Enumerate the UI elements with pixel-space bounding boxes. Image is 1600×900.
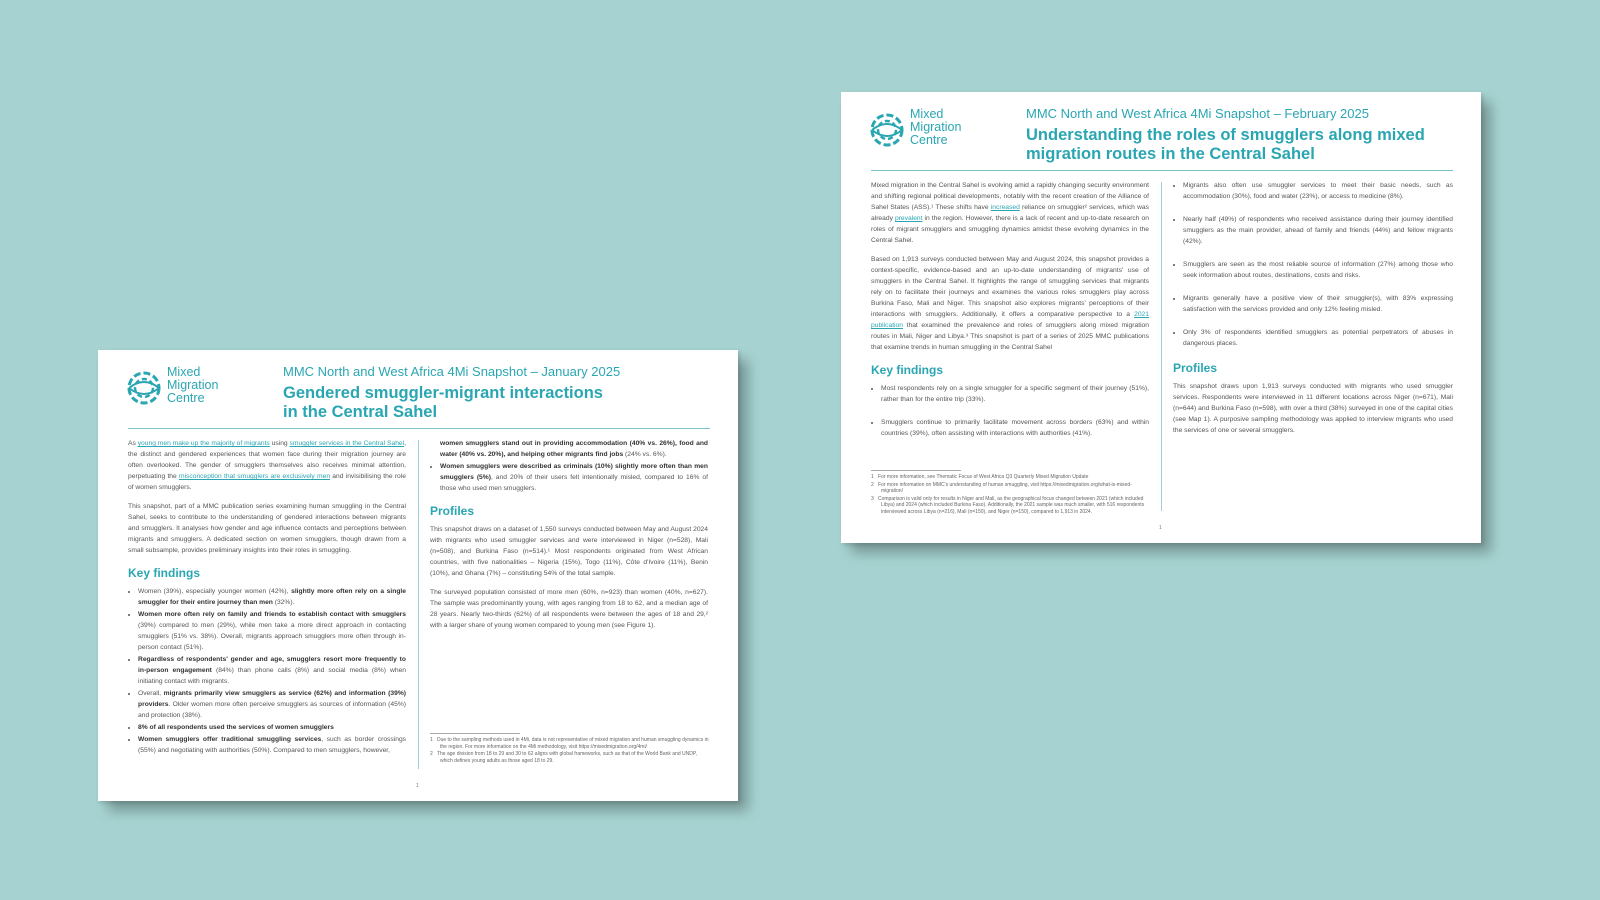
link-misconception[interactable]: misconception that smugglers are exclusively men	[179, 473, 331, 480]
header-rule	[871, 170, 1453, 171]
text-run: (32%).	[272, 599, 295, 606]
text-run: Women (39%), especially younger women (42%),	[138, 588, 292, 595]
list-item: • Only 3% of respondents identified smugglers as potential perpetrators of abuses in dangerous places.	[1183, 327, 1453, 349]
link-prevalent[interactable]: prevalent	[894, 215, 923, 222]
intro-paragraph-2	[871, 254, 1149, 353]
key-findings-list	[871, 383, 1149, 439]
profiles-paragraph-1: This snapshot draws on a dataset of 1,550 surveys conducted between May and August 2024 with migrants who used smuggler services and were interviewed in Niger (n=528), Mali (n=508), and Burkina Faso (n=514).¹ Most respondents originated from West African countries, with five nationalities – Nigeria (15%), Togo (11%), Côte d'Ivoire (11%), Benin (10%), and Ghana (7%) – constituting 54% of the total sample.	[430, 526, 708, 577]
profiles-heading: Profiles	[1173, 361, 1218, 375]
key-findings-list-2	[430, 461, 708, 494]
intro-paragraph-1	[128, 438, 406, 493]
key-findings-list	[128, 586, 406, 756]
footnote-number: 1	[871, 474, 874, 480]
column-divider	[418, 440, 419, 769]
footnote	[871, 474, 1149, 481]
list-item-continued	[440, 438, 708, 460]
list-item: • Most respondents rely on a single smuggler for a specific segment of their journey (51%), rather than for the entire trip (33%).	[881, 383, 1149, 405]
logo-line2: Migration	[167, 378, 219, 392]
list-item	[138, 609, 406, 653]
text-run: (39%) compared to men (29%), while men take a more direct approach in contacting smugglers (51% vs. 38%). Overall, migrants approach smugglers more often through in-person contact (51%).	[138, 622, 406, 651]
footnote-text: The age division from 18 to 29 and 30 to 62 aligns with global frameworks, such as that of the World Bank and UNDP, which defines young adults as those aged 18 to 29.	[436, 751, 697, 764]
page-number: 1	[416, 783, 419, 789]
mmc-logo	[124, 366, 234, 410]
list-item	[138, 586, 406, 608]
footnote-rule	[871, 470, 961, 471]
text-run-bold: migrants primarily view smugglers as service (62%) and information (39%) providers	[138, 690, 406, 708]
column-divider	[1161, 182, 1162, 511]
text-run: and invisibilising the role of women smugglers.	[128, 473, 406, 491]
text-run: , the distinct and gendered experiences that women face during their migration journey are often overlooked. The gender of smugglers themselves also receives minimal attention, perpetuating the	[128, 440, 406, 480]
doc-title: Understanding the roles of smugglers along mixed migration routes in the Central Sahel	[1026, 126, 1425, 163]
logo-wordmark	[167, 366, 218, 405]
footnotes	[430, 733, 710, 765]
key-findings-heading: Key findings	[871, 363, 944, 377]
page-number: 1	[1159, 525, 1162, 531]
key-findings-continued	[430, 438, 708, 460]
profiles-paragraph-2: The surveyed population consisted of more men (60%, n=923) than women (40%, n=627). The sample was predominantly young, with ages ranging from 18 to 62, and a median age of 28 years. Nearly two-thirds (62%) of all respondents were between the ages of 18 and 29,² with a larger share of young women compared to young men (see Figure 1).	[430, 589, 708, 629]
link-smuggler-services[interactable]: smuggler services in the Central Sahel	[289, 440, 405, 447]
footnote	[871, 496, 1149, 516]
key-findings-continued	[1173, 180, 1453, 349]
link-young-men[interactable]: young men make up the majority of migrants	[137, 440, 270, 447]
right-column	[430, 438, 708, 639]
footnote	[430, 737, 710, 750]
footnote-number: 3	[871, 495, 874, 502]
footnote-rule	[430, 733, 520, 734]
text-run-bold: Women smugglers were described as criminals (10%) slightly more often than men smugglers (5%)	[440, 463, 708, 481]
header-rule	[128, 428, 710, 429]
text-run: in the region. However, there is a lack of recent and up-to-date research on roles of migrant smugglers and smuggling dynamics amidst these evolving dynamics in the Central Sahel.	[871, 215, 1149, 244]
text-run-bold: 8% of all respondents used the services of women smugglers	[138, 724, 334, 731]
text-run: that examined the prevalence and roles of smugglers along mixed migration routes in Mali, Niger and Libya.³ This snapshot is part of a series of 2025 MMC publications that examine trends in human smuggling in the Central Sahel	[871, 322, 1149, 351]
footnotes	[871, 470, 1149, 516]
text-run: Overall,	[138, 690, 164, 697]
mmc-globe-icon	[124, 368, 164, 408]
left-column	[128, 438, 406, 757]
list-item	[440, 461, 708, 494]
text-run: using	[269, 440, 290, 447]
key-findings-heading: Key findings	[128, 566, 201, 580]
logo-wordmark	[910, 108, 961, 147]
doc-subtitle: MMC North and West Africa 4Mi Snapshot – February 2025	[1026, 106, 1369, 121]
doc-header	[1026, 106, 1453, 164]
link-increased[interactable]: increased	[990, 204, 1020, 211]
list-item	[138, 722, 406, 733]
profiles-paragraph: This snapshot draws upon 1,913 surveys conducted with migrants who used smuggler services. Respondents were interviewed in 11 different locations across Niger (n=671), Mali (n=644) and Burkina Faso (n=598), with over a third (38%) surveyed in one of the capital cities (see Map 1). A purposive sampling methodology was applied to interview migrants who used the services of one or several smugglers.	[1173, 383, 1453, 434]
mmc-globe-icon	[867, 110, 907, 150]
list-item	[138, 688, 406, 721]
footnote-number: 1	[430, 737, 433, 743]
list-item: • Smugglers are seen as the most reliable source of information (27%) among those who seek information about routes, destinations, costs and risks.	[1183, 259, 1453, 281]
list-item: • Nearly half (49%) of respondents who received assistance during their journey identified smugglers as the main provider, ahead of family and friends (44%) and fellow migrants (42%).	[1183, 214, 1453, 247]
footnote	[871, 482, 1149, 495]
logo-line3: Centre	[167, 391, 205, 405]
logo-line2: Migration	[910, 120, 962, 134]
list-item: • Smugglers continue to primarily facilitate movement across borders (63%) and within countries (39%), often assisting with interactions with authorities (41%).	[881, 417, 1149, 439]
text-run-bold: slightly more often rely on a single smuggler for their entire journey than men	[138, 588, 406, 606]
logo-line1: Mixed	[167, 365, 201, 379]
footnote-text: For more information on MMC's understanding of human smuggling, visit https://mixedmigration.org/what-is-mixed-migration/	[877, 481, 1132, 494]
right-column	[1173, 180, 1453, 444]
text-run-bold: Regardless of respondents' gender and age, smugglers resort more frequently to in-person engagement	[138, 656, 406, 674]
text-run-bold: Women more often rely on family and friends to establish contact with smugglers	[138, 611, 406, 618]
text-run: As	[128, 440, 138, 447]
document-page-january	[98, 350, 738, 801]
doc-subtitle: MMC North and West Africa 4Mi Snapshot – January 2025	[283, 364, 621, 379]
list-item: • Migrants also often use smuggler services to meet their basic needs, such as accommodation (30%), food and water (23%), or access to medicine (8%).	[1183, 180, 1453, 202]
logo-line3: Centre	[910, 133, 948, 147]
text-run-bold: women smugglers stand out in providing accommodation (40% vs. 26%), food and water (40% vs. 20%), and helping other migrants find jobs	[440, 440, 708, 458]
footnote	[430, 751, 710, 764]
list-item	[138, 734, 406, 756]
footnote-text: Due to the sampling methods used in 4Mi, data is not representative of mixed migration and human smuggling dynamics in the region. For more information on the 4Mi methodology, visit https://mixedmigration.org/4mi/	[436, 737, 709, 750]
text-run: (24% vs. 6%).	[623, 451, 667, 458]
text-run-bold: Women smugglers offer traditional smuggling services	[138, 736, 322, 743]
list-item	[138, 654, 406, 687]
footnote-text: Comparison is valid only for results in Niger and Mali, as the geographical focus changed between 2021 (which included Libya) and 2024 (which included Burkina Faso). Additionally, the 2021 sample was much smaller, with 516 respondents interviewed across Libya (n=216), Mali (n=150), and Niger (n=150), compared to 1,913 in 2024.	[877, 495, 1145, 515]
document-page-february	[841, 92, 1481, 543]
text-run: (84%) than phone calls (8%) and social media (8%) when initiating contact with migrants.	[138, 667, 407, 685]
profiles-heading: Profiles	[430, 504, 475, 518]
text-run: , and 20% of their users felt intentionally misled, compared to 16% of those who used men smugglers.	[440, 474, 708, 492]
footnote-number: 2	[430, 751, 433, 757]
logo-line1: Mixed	[910, 107, 944, 121]
link-2021-publication[interactable]: 2021 publication	[871, 311, 1149, 329]
text-run: Mixed migration in the Central Sahel is evolving amid a rapidly changing security environment and shifting regional political developments, notably with the recent creation of the Alliance of Sahel States (ASS).¹ These shifts have	[871, 182, 1149, 211]
doc-title: Gendered smuggler-migrant interactions in the Central Sahel	[283, 384, 603, 421]
list-item: • Migrants generally have a positive view of their smuggler(s), with 83% expressing satisfaction with the services provided and only 12% feeling misled.	[1183, 293, 1453, 315]
doc-header	[283, 364, 710, 422]
text-run: reliance on smuggler² services, which was already	[871, 204, 1149, 222]
text-run: , such as border crossings (55%) and negotiating with authorities (50%). Compared to men smugglers, however,	[138, 736, 407, 754]
text-run: Based on 1,913 surveys conducted between May and August 2024, this snapshot provides a context-specific, evidence-based and an up-to-date understanding of migrants' use of smugglers in the Central Sahel. It highlights the range of smuggling services that migrants rely on to facilitate their journeys and examines the various roles smugglers play across Burkina Faso, Mali and Niger. This snapshot also explores migrants' perceptions of their interactions with smugglers. Additionally, it offers a comparative perspective to a	[871, 256, 1149, 318]
footnote-text: For more information, see Thematic Focus of West Africa Q3 Quarterly Mixed Migration Update	[877, 474, 1089, 480]
footnote-number: 2	[871, 481, 874, 488]
intro-paragraph-2: This snapshot, part of a MMC publication series examining human smuggling in the Central Sahel, seeks to contribute to the understanding of gendered interactions between migrants and smugglers. It analyses how gender and age influence contacts and perceptions between migrants and smugglers. A dedicated section on women smugglers, though drawn from a small subsample, provides preliminary insights into their roles in smuggling.	[128, 503, 406, 554]
text-run: . Older women more often perceive smugglers as sources of information (45%) and protection (38%).	[138, 701, 406, 719]
mmc-logo	[867, 108, 977, 152]
left-column	[871, 180, 1149, 451]
intro-paragraph-1	[871, 180, 1149, 246]
